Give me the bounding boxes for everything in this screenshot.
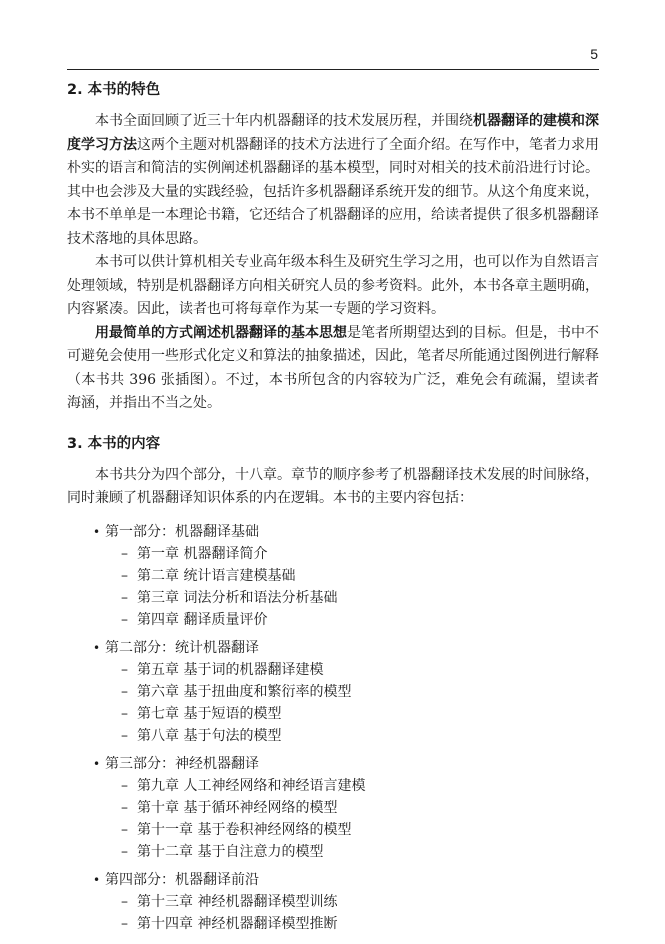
part-title <box>67 637 599 659</box>
part-item <box>67 869 599 935</box>
section-3-intro: 本书共分为四个部分，十八章。章节的顺序参考了机器翻译技术发展的时间脉络，同时兼顾了机器翻译知识体系的内在逻辑。本书的主要内容包括： <box>67 466 599 506</box>
part-title <box>67 869 599 891</box>
section-2-heading: 2. 本书的特色 <box>67 82 161 98</box>
part-title <box>67 521 599 543</box>
header-rule <box>67 69 599 70</box>
chapter-list <box>67 543 599 631</box>
chapter-item: – 第二章 统计语言建模基础 <box>67 565 599 587</box>
emphasis-text: 用最简单的方式阐述机器翻译的基本思想 <box>95 324 347 341</box>
part-title <box>67 753 599 775</box>
chapter-item: – 第三章 词法分析和语法分析基础 <box>67 587 599 609</box>
chapter-item: – 第十二章 基于自注意力的模型 <box>67 841 599 863</box>
chapter-item: – 第一章 机器翻译简介 <box>67 543 599 565</box>
paragraph-text: 本书全面回顾了近三十年内机器翻译的技术发展历程，并围绕 <box>95 113 473 129</box>
chapter-item: – 第十三章 神经机器翻译模型训练 <box>67 891 599 913</box>
contents-list <box>67 521 599 935</box>
chapter-list <box>67 659 599 747</box>
chapter-item: – 第四章 翻译质量评价 <box>67 609 599 631</box>
chapter-item: – 第十一章 基于卷积神经网络的模型 <box>67 819 599 841</box>
chapter-item: – 第十章 基于循环神经网络的模型 <box>67 797 599 819</box>
section-2-paragraph-2: 本书可以供计算机相关专业高年级本科生及研究生学习之用，也可以作为自然语言处理领域，特别是机器翻译方向相关研究人员的参考资料。此外，本书各章主题明确，内容紧凑。因此，读者也可将每章作为某一专题的学习资料。 <box>67 254 599 317</box>
chapter-item: – 第五章 基于词的机器翻译建模 <box>67 659 599 681</box>
part-title-text: 第二部分：统计机器翻译 <box>105 639 259 656</box>
page-number: 5 <box>590 46 598 62</box>
part-title-text: 第一部分：机器翻译基础 <box>105 523 259 540</box>
part-item <box>67 637 599 747</box>
paragraph-text: 这两个主题对机器翻译的技术方法进行了全面介绍。在写作中，笔者力求用朴实的语言和简洁的实例阐述机器翻译的基本模型，同时对相关的技术前沿进行讨论。其中也会涉及大量的实践经验，包括许多机器翻译系统开发的细节。从这个角度来说，本书不单单是一本理论书籍，它还结合了机器翻译的应用，给读者提供了很多机器翻译技术落地的具体思路。 <box>67 136 599 247</box>
chapter-item: – 第六章 基于扭曲度和繁衍率的模型 <box>67 681 599 703</box>
part-title-text: 第三部分：神经机器翻译 <box>105 755 259 772</box>
part-item <box>67 753 599 863</box>
paragraph-text: 是笔者所期望达到的目标。但是，书中不可避免会使用一些形式化定义和算法的抽象描述，因此，笔者尽所能通过图例进行解释（本书共 396 张插图）。不过，本书所包含的内容较为广泛，难免会有疏漏，望读者海涵，并指出不当之处。 <box>67 324 599 411</box>
page-content <box>67 78 599 941</box>
chapter-item: – 第九章 人工神经网络和神经语言建模 <box>67 775 599 797</box>
section-2-paragraph-1 <box>67 110 599 251</box>
part-title-text: 第四部分：机器翻译前沿 <box>105 871 259 888</box>
chapter-item: – 第七章 基于短语的模型 <box>67 703 599 725</box>
emphasis-text: 机器翻译的建模和深度学习方法 <box>67 113 599 153</box>
section-2-paragraph-3 <box>67 322 599 416</box>
chapter-item: – 第十四章 神经机器翻译模型推断 <box>67 913 599 935</box>
chapter-list <box>67 891 599 935</box>
chapter-item: – 第八章 基于句法的模型 <box>67 725 599 747</box>
section-3-heading: 3. 本书的内容 <box>67 435 161 452</box>
part-item <box>67 521 599 631</box>
chapter-list <box>67 775 599 863</box>
